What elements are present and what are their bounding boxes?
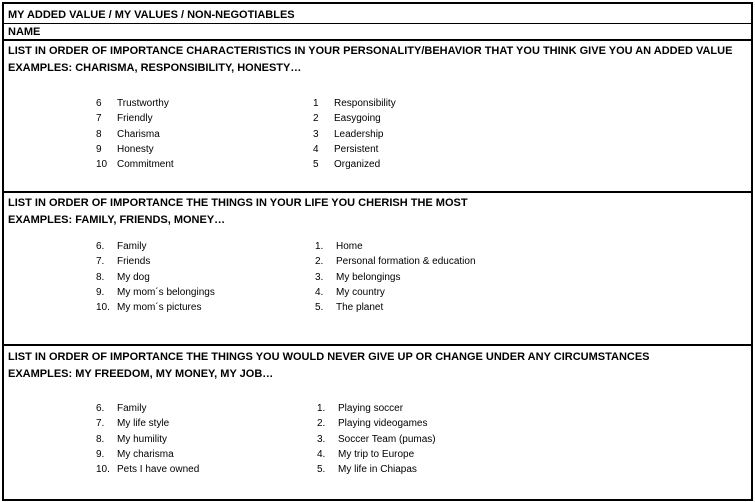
list-item-text: My life style: [117, 418, 170, 429]
list-item-number: 10.: [96, 302, 110, 313]
divider: [4, 344, 751, 346]
list-item-number: 9.: [96, 449, 105, 460]
list-item-text: Easygoing: [334, 113, 381, 124]
list-item-number: 3.: [315, 272, 324, 283]
list-item-number: 2.: [315, 256, 324, 267]
list-item-text: My mom´s belongings: [117, 287, 215, 298]
list-item-text: Playing soccer: [338, 403, 404, 414]
list-item-text: My dog: [117, 272, 150, 283]
list-item-number: 8.: [96, 272, 105, 283]
list-item-number: 1: [313, 98, 319, 109]
list-item-text: Trustworthy: [117, 98, 169, 109]
list-item-text: My belongings: [336, 272, 401, 283]
section-3-examples: EXAMPLES: MY FREEDOM, MY MONEY, MY JOB…: [8, 368, 274, 380]
list-item-number: 7: [96, 113, 102, 124]
list-item-text: Commitment: [117, 159, 174, 170]
list-item-text: My humility: [117, 434, 168, 445]
list-item-number: 5.: [315, 302, 324, 313]
list-item-number: 3: [313, 129, 319, 140]
list-item-text: My country: [336, 287, 385, 298]
divider: [4, 191, 751, 193]
list-item-number: 4.: [317, 449, 326, 460]
list-item-number: 6.: [96, 403, 105, 414]
list-item-number: 7.: [96, 418, 105, 429]
list-item-number: 10: [96, 159, 108, 170]
list-item-text: Family: [117, 241, 147, 252]
list-item-text: My mom´s pictures: [117, 302, 202, 313]
list-item-number: 8: [96, 129, 102, 140]
list-item-number: 7.: [96, 256, 105, 267]
list-item-number: 10.: [96, 464, 110, 475]
list-item-text: Persistent: [334, 144, 379, 155]
worksheet: [2, 2, 753, 501]
list-item-number: 5: [313, 159, 319, 170]
list-item-number: 9.: [96, 287, 105, 298]
list-item-number: 2.: [317, 418, 326, 429]
list-item-number: 4: [313, 144, 319, 155]
list-item-text: Honesty: [117, 144, 154, 155]
list-item-text: My charisma: [117, 449, 174, 460]
list-item-text: My trip to Europe: [338, 449, 415, 460]
list-item-text: The planet: [336, 302, 384, 313]
list-item-text: Playing videogames: [338, 418, 428, 429]
list-item-number: 1.: [315, 241, 324, 252]
name-field-label: NAME: [8, 26, 41, 38]
list-item-text: Friends: [117, 256, 151, 267]
list-item-number: 9: [96, 144, 102, 155]
list-item-number: 4.: [315, 287, 324, 298]
list-item-text: Pets I have owned: [117, 464, 200, 475]
section-2-examples: EXAMPLES: FAMILY, FRIENDS, MONEY…: [8, 214, 226, 226]
list-item-number: 5.: [317, 464, 326, 475]
list-item-text: Responsibility: [334, 98, 396, 109]
list-item-number: 6.: [96, 241, 105, 252]
list-item-number: 2: [313, 113, 319, 124]
list-item-text: Home: [336, 241, 363, 252]
list-item-text: Leadership: [334, 129, 384, 140]
list-item-text: Personal formation & education: [336, 256, 476, 267]
list-item-text: My life in Chiapas: [338, 464, 417, 475]
section-2-heading: LIST IN ORDER OF IMPORTANCE THE THINGS IN YOUR LIFE YOU CHERISH THE MOST: [8, 197, 468, 209]
list-item-text: Charisma: [117, 129, 160, 140]
section-3-heading: LIST IN ORDER OF IMPORTANCE THE THINGS YOU WOULD NEVER GIVE UP OR CHANGE UNDER ANY CIRCUMSTANCES: [8, 351, 650, 363]
divider: [4, 23, 751, 24]
list-item-text: Friendly: [117, 113, 153, 124]
list-item-text: Family: [117, 403, 147, 414]
section-1-examples: EXAMPLES: CHARISMA, RESPONSIBILITY, HONESTY…: [8, 62, 302, 74]
section-1-heading: LIST IN ORDER OF IMPORTANCE CHARACTERISTICS IN YOUR PERSONALITY/BEHAVIOR THAT YOU THINK GIVE YOU AN ADDED VALUE: [8, 45, 733, 57]
list-item-number: 6: [96, 98, 102, 109]
list-item-number: 1.: [317, 403, 326, 414]
worksheet-title: MY ADDED VALUE / MY VALUES / NON-NEGOTIABLES: [8, 9, 295, 21]
list-item-number: 8.: [96, 434, 105, 445]
list-item-text: Organized: [334, 159, 381, 170]
divider: [4, 39, 751, 41]
list-item-number: 3.: [317, 434, 326, 445]
list-item-text: Soccer Team (pumas): [338, 434, 436, 445]
